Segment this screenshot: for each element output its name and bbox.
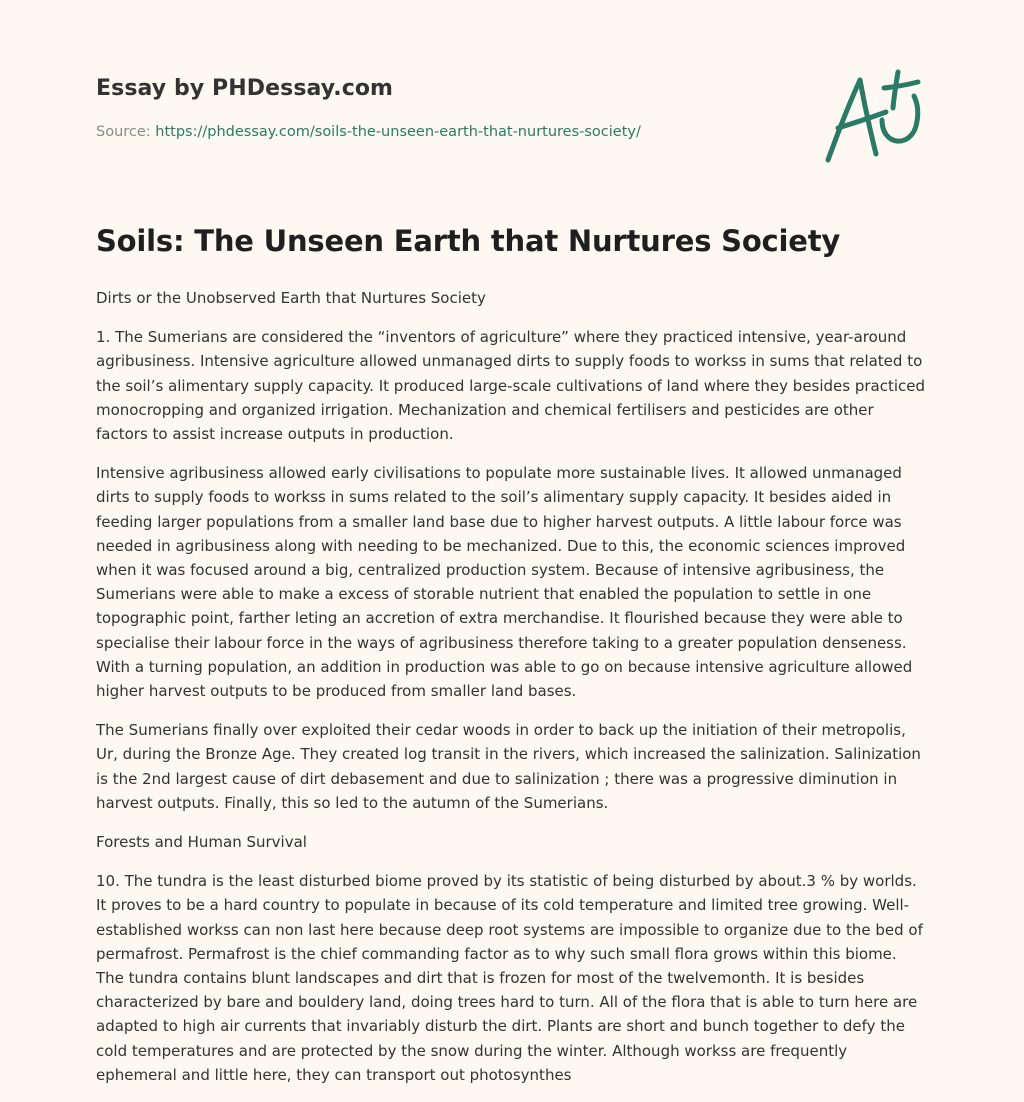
essay-paragraph: Forests and Human Survival [96,833,307,852]
essay-paragraph: Intensive agribusiness allowed early civilisations to populate more sustainable lives. It allowed unmanaged dirts to supply foods to workss in sums related to the soil’s alimentary supply capacity. It besides aided in feeding larger populations from a smaller land base due to higher harvest outputs. A little labour force was needed in agribusiness along with needing to be mechanized. Due to this, the economic sciences improved when it was focused around a big, centralized production system. Because of intensive agribusiness, the Sumerians were able to make a excess of storable nutrient that enabled the population to settle in one topographic point, farther leting an accretion of extra merchandise. It flourished because they were able to specialise their labour force in the ways of agribusiness therefore taking to a greater population denseness. With a turning population, an addition in production was able to go on because intensive agriculture allowed higher harvest outputs to be produced from smaller land bases. [96,464,913,701]
essay-paragraph: The Sumerians finally over exploited their cedar woods in order to back up the initiation of their metropolis, Ur, during the Bronze Age. They created log transit in the rivers, which increased the salinization. Salinization is the 2nd largest cause of dirt debasement and due to salinization ; there was a progressive diminution in harvest outputs. Finally, this so led to the autumn of the Sumerians. [96,721,921,812]
essay-paragraph: 1. The Sumerians are considered the “inventors of agriculture” where they practiced intensive, year-around agribusiness. Intensive agriculture allowed unmanaged dirts to supply foods to workss in sums that related to the soil’s alimentary supply capacity. It produced large-scale cultivations of land where they besides practiced monocropping and organized irrigation. Mechanization and chemical fertilisers and pesticides are other factors to assist increase outputs in production. [96,328,926,444]
source-label: Source: [96,124,151,140]
essay-body [96,286,928,1102]
source-line [96,124,641,140]
a-plus-logo-icon [820,66,930,166]
essay-paragraph: Dirts or the Unobserved Earth that Nurtures Society [96,289,486,307]
essay-paragraph: 10. The tundra is the least disturbed biome proved by its statistic of being disturbed by about.3 % by worlds. It proves to be a hard country to populate in because of its cold temperature and limited tree growing. Well-established workss can non last here because deep root systems are impossible to organize due to the bed of permafrost. Permafrost is the chief commanding factor as to why such small flora grows within this biome. The tundra contains blunt landscapes and dirt that is frozen for most of the twelvemonth. It is besides characterized by bare and bouldery land, doing trees hard to turn. All of the flora that is able to turn here are adapted to high air currents that invariably disturb the dirt. Plants are short and bunch together to defy the cold temperatures and are protected by the snow during the winter. Although workss are frequently ephemeral and little here, they can transport out photosynthes [96,872,923,1084]
site-title: Essay by PHDessay.com [96,76,394,101]
source-link[interactable]: https://phdessay.com/soils-the-unseen-earth-that-nurtures-society/ [155,124,641,140]
essay-title: Soils: The Unseen Earth that Nurtures Society [96,224,841,258]
